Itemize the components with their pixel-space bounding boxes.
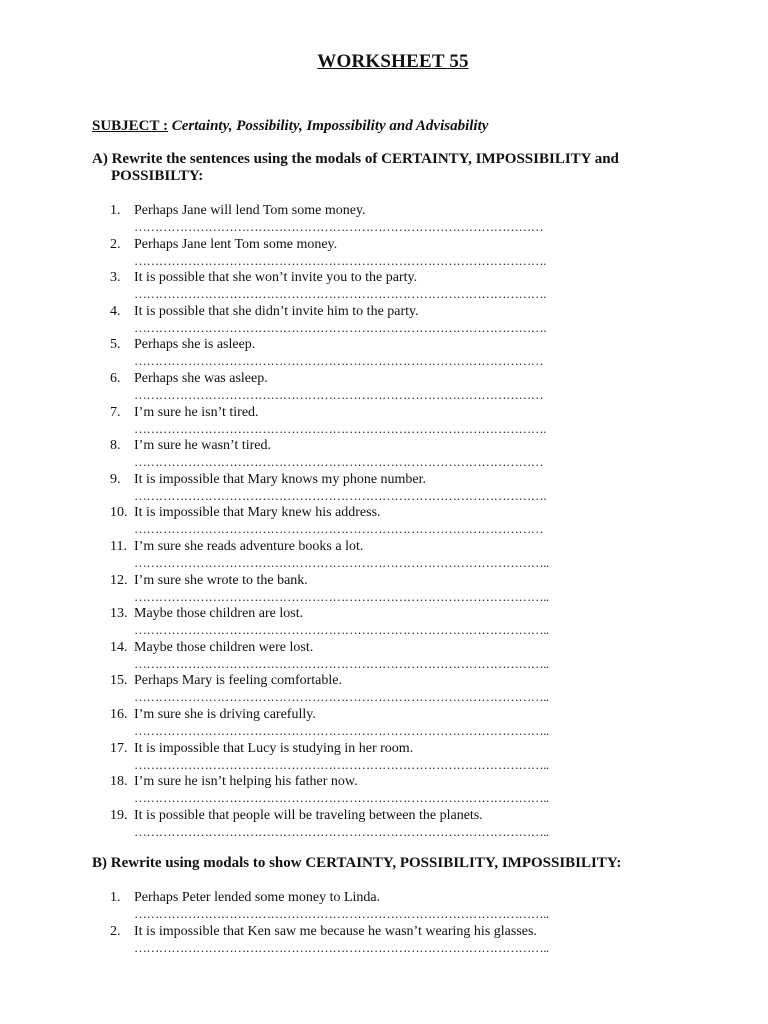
question-number: 15. (110, 673, 128, 689)
answer-line[interactable]: ……………………………………………………………………………………….. (134, 554, 549, 570)
answer-line[interactable]: ……………………………………………………………………………………… (134, 454, 544, 470)
subject-text: Certainty, Possibility, Impossibility and Advisability (171, 118, 489, 134)
section-b-question-list (110, 889, 650, 956)
section-a-question-item (110, 303, 650, 337)
section-b-heading: B) Rewrite using modals to show CERTAINTY, POSSIBILITY, IMPOSSIBILITY: (92, 855, 622, 871)
question-text: Perhaps Jane lent Tom some money. (134, 236, 338, 252)
question-number: 19. (110, 807, 128, 823)
answer-line[interactable]: ……………………………………………………………………………………….. (134, 588, 549, 604)
question-number: 1. (110, 203, 121, 218)
answer-line[interactable]: ………………………………………………………………………………………. (134, 286, 546, 302)
question-number: 5. (110, 337, 121, 353)
question-text: It is impossible that Lucy is studying in her room. (134, 740, 414, 756)
section-a-question-item (110, 437, 650, 471)
section-b-question-item (110, 889, 650, 923)
answer-line[interactable]: ………………………………………………………………………………………. (134, 420, 546, 436)
question-number: 14. (110, 639, 128, 655)
question-text: It is impossible that Mary knows my phone number. (134, 471, 427, 487)
question-text: I’m sure he wasn’t tired. (134, 438, 271, 454)
answer-line[interactable]: ……………………………………………………………………………………… (134, 386, 544, 402)
answer-line[interactable]: ……………………………………………………………………………………….. (134, 790, 549, 806)
section-a-question-item (110, 807, 650, 841)
section-a-question-item (110, 538, 650, 572)
answer-line[interactable]: ……………………………………………………………………………………….. (134, 939, 549, 955)
section-a-question-item (110, 504, 650, 538)
question-text: Maybe those children were lost. (134, 639, 314, 655)
question-text: Maybe those children are lost. (134, 606, 304, 622)
section-a-question-item (110, 236, 650, 270)
section-a-question-item (110, 740, 650, 774)
section-a-question-item (110, 605, 650, 639)
answer-line[interactable]: ……………………………………………………………………………………….. (134, 722, 549, 738)
section-a-question-list (110, 202, 650, 840)
question-text: It is impossible that Mary knew his address. (134, 505, 381, 521)
question-text: I’m sure she wrote to the bank. (134, 572, 308, 588)
question-text: It is possible that people will be traveling between the planets. (134, 807, 483, 823)
section-a-question-item (110, 706, 650, 740)
question-text: I’m sure he isn’t helping his father now. (134, 774, 358, 790)
section-b-question-item (110, 923, 650, 957)
question-number: 18. (110, 774, 128, 790)
question-text: I’m sure she is driving carefully. (134, 706, 316, 722)
answer-line[interactable]: ………………………………………………………………………………………. (134, 252, 546, 268)
question-text: Perhaps Jane will lend Tom some money. (134, 203, 366, 218)
subject-line (92, 118, 488, 135)
question-text: It is possible that she didn’t invite him to the party. (134, 303, 419, 319)
question-number: 6. (110, 370, 121, 386)
question-number: 2. (110, 923, 121, 939)
answer-line[interactable]: ……………………………………………………………………………………….. (134, 823, 549, 839)
section-a-heading (92, 151, 652, 185)
answer-line[interactable]: ……………………………………………………………………………………… (134, 521, 544, 537)
section-a-question-item (110, 404, 650, 438)
question-number: 8. (110, 438, 121, 454)
answer-line[interactable]: ……………………………………………………………………………………….. (134, 622, 549, 638)
question-number: 11. (110, 538, 127, 554)
question-number: 3. (110, 270, 121, 286)
question-number: 4. (110, 303, 121, 319)
answer-line[interactable]: ……………………………………………………………………………………… (134, 353, 544, 369)
answer-line[interactable]: ……………………………………………………………………………………….. (134, 689, 549, 705)
question-number: 1. (110, 890, 121, 905)
subject-label: SUBJECT : (92, 118, 168, 134)
answer-line[interactable]: ………………………………………………………………………………………. (134, 487, 546, 503)
section-a-question-item (110, 471, 650, 505)
question-text: Perhaps she was asleep. (134, 370, 268, 386)
section-a-question-item (110, 202, 650, 236)
answer-line[interactable]: ……………………………………………………………………………………….. (134, 756, 549, 772)
question-number: 17. (110, 740, 128, 756)
section-a-question-item (110, 269, 650, 303)
section-a-heading-line2: POSSIBILTY: (111, 168, 204, 184)
section-a-question-item (110, 572, 650, 606)
question-number: 12. (110, 572, 128, 588)
section-a-question-item (110, 639, 650, 673)
question-text: It is impossible that Ken saw me because he wasn’t wearing his glasses. (134, 923, 537, 939)
question-number: 10. (110, 505, 128, 521)
question-text: Perhaps she is asleep. (134, 337, 256, 353)
answer-line[interactable]: ……………………………………………………………………………………….. (134, 655, 549, 671)
question-text: Perhaps Peter lended some money to Linda. (134, 890, 381, 905)
answer-line[interactable]: ……………………………………………………………………………………… (134, 219, 544, 234)
section-a-question-item (110, 773, 650, 807)
section-a-question-item (110, 370, 650, 404)
answer-line[interactable]: ……………………………………………………………………………………….. (134, 906, 549, 921)
question-number: 9. (110, 471, 121, 487)
question-text: It is possible that she won’t invite you to the party. (134, 270, 418, 286)
section-a-question-item (110, 336, 650, 370)
section-a-heading-line1: A) Rewrite the sentences using the modals of CERTAINTY, IMPOSSIBILITY and (92, 151, 619, 167)
question-text: I’m sure she reads adventure books a lot. (134, 538, 364, 554)
page-title: WORKSHEET 55 (317, 51, 469, 72)
section-a-question-item (110, 672, 650, 706)
answer-line[interactable]: ………………………………………………………………………………………. (134, 319, 546, 335)
question-number: 16. (110, 706, 128, 722)
question-number: 2. (110, 236, 121, 252)
question-text: Perhaps Mary is feeling comfortable. (134, 673, 342, 689)
question-number: 13. (110, 606, 128, 622)
question-text: I’m sure he isn’t tired. (134, 404, 259, 420)
question-number: 7. (110, 404, 121, 420)
